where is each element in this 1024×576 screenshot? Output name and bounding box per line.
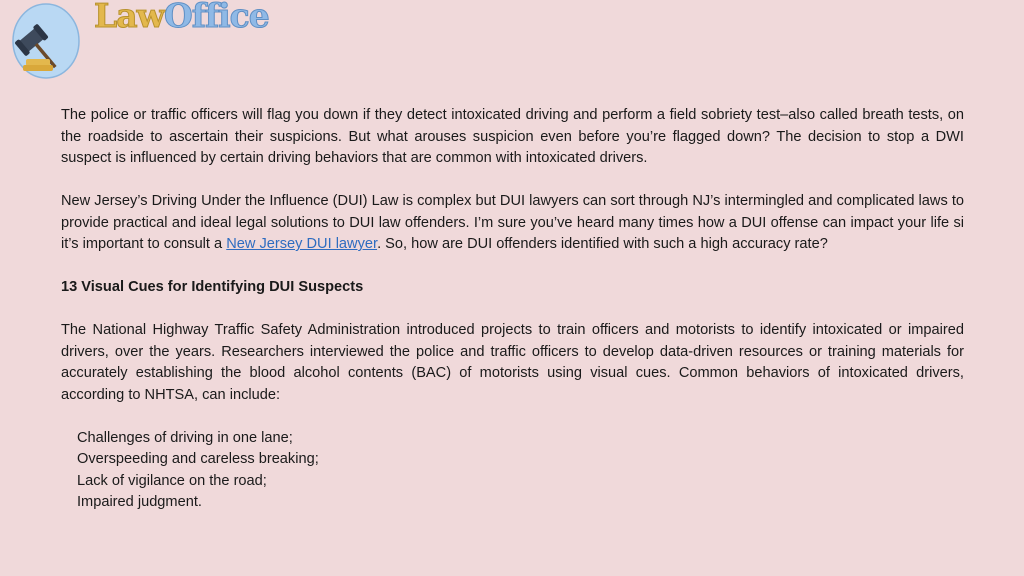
list-item: Challenges of driving in one lane; [77,429,293,446]
list-item: Overspeeding and careless breaking; [77,451,319,467]
paragraph-nhtsa: The National Highway Traffic Safety Administration introduced projects to train officers and motorists to identify intoxicated or impaired drivers, over the years. Researchers interviewed the police and traffic officers to develop data-driven resources or training materials for accurately establishing the blood alcohol contents (BAC) of motorists using visual cues. Common behaviors of intoxicated drivers, according to NHTSA, can include: [61,322,964,403]
section-heading: 13 Visual Cues for Identifying DUI Suspects [61,279,364,295]
brand-word-law: Law [94,0,164,35]
list-item: Impaired judgment. [77,494,202,510]
paragraph-nj-law-text-before: New Jersey’s Driving Under the Influence (DUI) Law is complex but DUI lawyers can sort through NJ’s intermingled and complicated laws to provide practical and ideal legal solutions to DUI law offenders. I’m sure you’ve heard many times how a DUI offense can impact your life si it’s important to consult a [61,193,964,252]
list-item: Lack of vigilance on the road; [77,472,267,489]
brand-word-office: Office [164,0,269,35]
paragraph-nj-law-text-after: . So, how are DUI offenders identified with such a high accuracy rate? [377,236,828,252]
logo [12,1,80,79]
gavel-icon [12,1,80,79]
paragraph-intro: The police or traffic officers will flag you down if they detect intoxicated driving and perform a field sobriety test–also called breath tests, on the roadside to ascertain their suspicions. But what arouses suspicion even before you’re flagged down? The decision to stop a DWI suspect is influenced by certain driving behaviors that are common with intoxicated drivers. [61,107,964,166]
article-body [61,105,964,514]
paragraph-nj-law [61,191,964,256]
nj-dui-lawyer-link[interactable]: New Jersey DUI lawyer [226,236,378,252]
cues-list [61,428,964,514]
brand-title [94,0,269,35]
